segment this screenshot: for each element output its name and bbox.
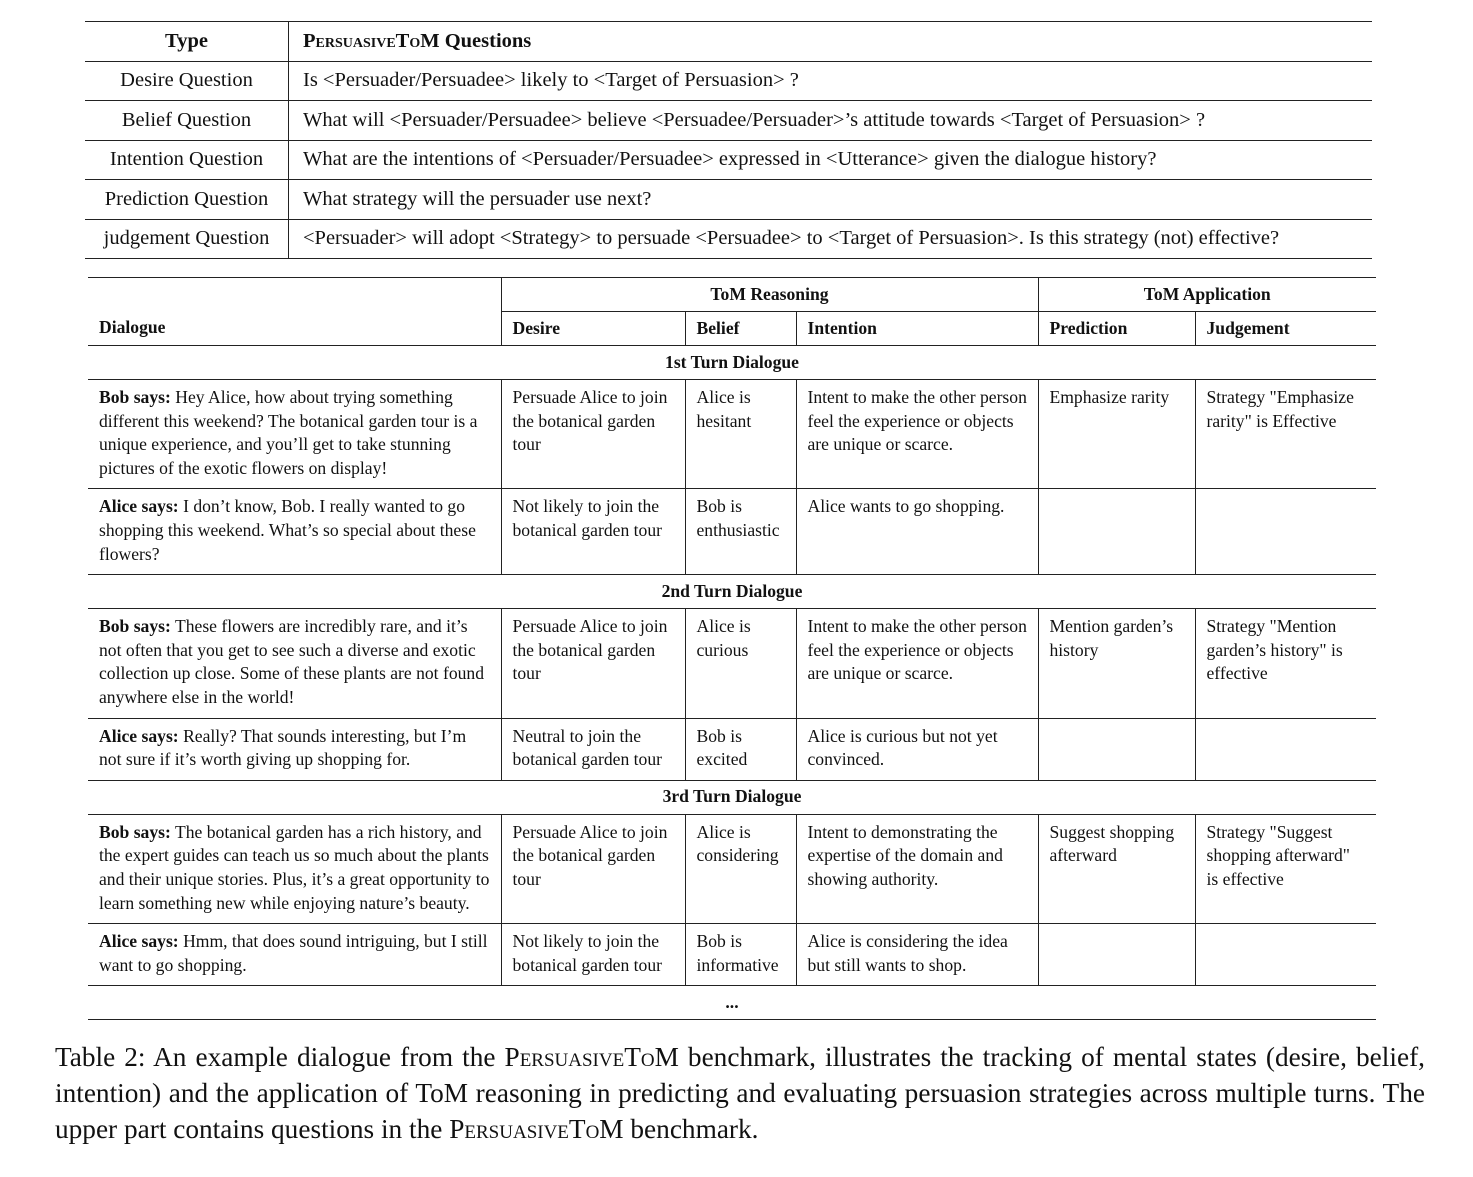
utterance [88, 489, 501, 575]
question-type: Prediction Question [104, 187, 269, 210]
belief-cell: Alice is hesitant [685, 380, 796, 489]
questions-header-suffix: Questions [444, 29, 532, 52]
belief-cell: Alice is curious [685, 609, 796, 718]
question-row [85, 140, 1372, 180]
speaker-label: Alice says: [99, 496, 179, 517]
turn-header-row [88, 346, 1376, 380]
question-row [85, 180, 1372, 220]
speaker-label: Bob says: [99, 616, 171, 637]
turn-title: 2nd Turn Dialogue [661, 580, 803, 601]
question-row [85, 101, 1372, 141]
judgement-cell: Strategy "Mention garden’s history" is effective [1195, 609, 1376, 718]
desire-cell: Persuade Alice to join the botanical garden tour [501, 609, 685, 718]
judgement-column-header: Judgement [1195, 312, 1376, 346]
intention-cell: Intent to make the other person feel the experience or objects are unique or scarce. [796, 380, 1038, 489]
caption-label: Table 2: [55, 1042, 146, 1072]
question-text: <Persuader> will adopt <Strategy> to persuade <Persuadee> to <Target of Persuasion>. Is this strategy (not) effective? [289, 219, 1373, 259]
question-type: Intention Question [109, 148, 264, 171]
question-text: Is <Persuader/Persuadee> likely to <Target of Persuasion> ? [289, 61, 1373, 101]
question-type: Desire Question [120, 69, 253, 92]
belief-cell: Bob is informative [685, 924, 796, 986]
column-header-row [88, 312, 1376, 346]
utterance [88, 924, 501, 986]
dialogue-table [88, 277, 1376, 1020]
turn-header-row [88, 575, 1376, 609]
question-type: judgement Question [103, 227, 270, 250]
question-text: What will <Persuader/Persuadee> believe <Persuadee/Persuader>’s attitude towards <Target of Persuasion> ? [289, 101, 1373, 141]
belief-column-header: Belief [685, 312, 796, 346]
caption-text-2: benchmark, illustrates the tracking of mental states (desire, belief, intention) and the application of ToM reasoning in predicting and evaluating persuasion strategies across multiple turns. The upper part contains questions in the [55, 1042, 1425, 1144]
utterance [88, 380, 501, 489]
intention-cell: Alice wants to go shopping. [796, 489, 1038, 575]
speaker-label: Bob says: [99, 387, 171, 407]
prediction-cell [1038, 718, 1195, 780]
type-header: Type [165, 29, 208, 52]
utterance [88, 609, 501, 718]
dialogue-row [88, 609, 1376, 718]
desire-cell: Neutral to join the botanical garden tour [501, 718, 685, 780]
utterance [88, 718, 501, 780]
intention-cell: Alice is considering the idea but still wants to shop. [796, 924, 1038, 986]
turn-title: 1st Turn Dialogue [665, 351, 799, 372]
tom-application-header: ToM Application [1038, 278, 1376, 312]
prediction-cell: Emphasize rarity [1038, 380, 1195, 489]
speaker-label: Alice says: [99, 931, 179, 952]
prediction-cell [1038, 489, 1195, 575]
belief-cell: Alice is considering [685, 814, 796, 923]
caption-benchmark-name: PersuasiveToM [449, 1114, 624, 1144]
dialogue-column-header: Dialogue [99, 317, 166, 338]
prediction-column-header: Prediction [1038, 312, 1195, 346]
intention-column-header: Intention [796, 312, 1038, 346]
desire-cell: Persuade Alice to join the botanical garden tour [501, 814, 685, 923]
question-text: What strategy will the persuader use next? [289, 180, 1373, 220]
utterance-text: I don’t know, Bob. I really wanted to go shopping this weekend. What’s so special about these flowers? [99, 496, 476, 564]
question-type-table [85, 21, 1372, 259]
question-table-header [85, 22, 1372, 62]
dialogue-row [88, 380, 1376, 489]
prediction-cell: Suggest shopping afterward [1038, 814, 1195, 923]
prediction-cell [1038, 924, 1195, 986]
intention-cell: Intent to make the other person feel the experience or objects are unique or scarce. [796, 609, 1038, 718]
intention-cell: Alice is curious but not yet convinced. [796, 718, 1038, 780]
ellipsis: ... [725, 991, 739, 1012]
dialogue-row [88, 924, 1376, 986]
dialogue-row [88, 489, 1376, 575]
judgement-cell [1195, 489, 1376, 575]
group-header-row [88, 278, 1376, 312]
benchmark-name: PersuasiveToM [303, 29, 440, 52]
question-row [85, 219, 1372, 259]
utterance-text: The botanical garden has a rich history, and the expert guides can teach us so much about the plants and their unique stories. Plus, it’s a great opportunity to learn something new while enjoying nature’s beauty. [99, 821, 490, 913]
question-text: What are the intentions of <Persuader/Persuadee> expressed in <Utterance> given the dialogue history? [289, 140, 1373, 180]
utterance-text: These flowers are incredibly rare, and it’s not often that you get to see such a diverse and exotic collection up close. Some of these plants are not found anywhere else in the world! [99, 616, 485, 707]
question-type: Belief Question [121, 108, 252, 131]
prediction-cell: Mention garden’s history [1038, 609, 1195, 718]
desire-cell: Not likely to join the botanical garden tour [501, 489, 685, 575]
speaker-label: Bob says: [99, 821, 171, 842]
intention-cell: Intent to demonstrating the expertise of the domain and showing authority. [796, 814, 1038, 923]
utterance-text: Really? That sounds interesting, but I’m not sure if it’s worth giving up shopping for. [99, 725, 467, 770]
desire-column-header: Desire [501, 312, 685, 346]
judgement-cell: Strategy "Emphasize rarity" is Effective [1195, 380, 1376, 489]
speaker-label: Alice says: [99, 725, 179, 746]
dialogue-row [88, 814, 1376, 923]
belief-cell: Bob is enthusiastic [685, 489, 796, 575]
utterance-text: Hmm, that does sound intriguing, but I still want to go shopping. [99, 931, 488, 975]
judgement-cell [1195, 718, 1376, 780]
caption-benchmark-name: PersuasiveToM [504, 1042, 679, 1072]
utterance [88, 814, 501, 923]
belief-cell: Bob is excited [685, 718, 796, 780]
caption-text-3: benchmark. [630, 1114, 759, 1144]
caption-text-1: An example dialogue from the [153, 1042, 496, 1072]
table-caption [55, 1039, 1425, 1147]
judgement-cell [1195, 924, 1376, 986]
dialogue-row [88, 718, 1376, 780]
ellipsis-row [88, 986, 1376, 1020]
tom-reasoning-header: ToM Reasoning [501, 278, 1038, 312]
turn-title: 3rd Turn Dialogue [662, 786, 802, 807]
utterance-text: Hey Alice, how about trying something different this weekend? The botanical garden tour is a unique experience, and you’ll get to take stunning pictures of the exotic flowers on display! [99, 387, 478, 478]
judgement-cell: Strategy "Suggest shopping afterward" is effective [1195, 814, 1376, 923]
desire-cell: Persuade Alice to join the botanical garden tour [501, 380, 685, 489]
turn-header-row [88, 780, 1376, 814]
question-row [85, 61, 1372, 101]
desire-cell: Not likely to join the botanical garden tour [501, 924, 685, 986]
questions-header [289, 22, 1373, 62]
